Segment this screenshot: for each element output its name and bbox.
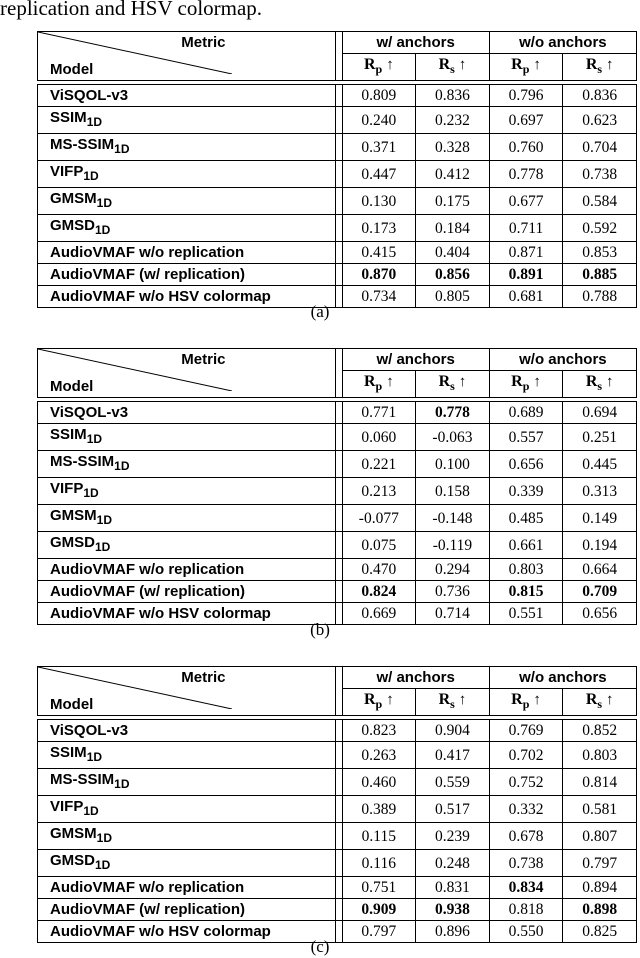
results-table-b [37, 348, 637, 625]
value-cell: -0.119 [416, 532, 490, 559]
table-row [38, 402, 637, 424]
value-cell: 0.856 [416, 264, 490, 286]
value-cell: 0.734 [342, 286, 416, 308]
value-cell: 0.328 [416, 134, 490, 161]
value-cell: 0.904 [416, 720, 490, 742]
value-cell: 0.778 [416, 402, 490, 424]
value-cell: 0.445 [563, 451, 637, 478]
table-row [38, 823, 637, 850]
header-group-with-anchors: w/ anchors [342, 32, 489, 54]
value-cell: 0.173 [342, 215, 416, 242]
value-cell: 0.294 [416, 559, 490, 581]
value-cell: 0.221 [342, 451, 416, 478]
model-name: AudioVMAF w/o HSV colormap [38, 286, 336, 308]
header-model: Model [50, 61, 94, 79]
value-cell: 0.623 [563, 107, 637, 134]
table-row [38, 107, 637, 134]
value-cell: 0.550 [489, 921, 563, 943]
value-cell: 0.100 [416, 451, 490, 478]
table-row [38, 505, 637, 532]
model-name: $GMSM_{1D}$ [38, 823, 336, 850]
model-name: AudioVMAF (w/ replication) [38, 581, 336, 603]
value-cell: 0.248 [416, 850, 490, 877]
value-cell: 0.412 [416, 161, 490, 188]
model-name: AudioVMAF w/o HSV colormap [38, 921, 336, 943]
value-cell: 0.232 [416, 107, 490, 134]
value-cell: 0.075 [342, 532, 416, 559]
header-model: Model [50, 696, 94, 714]
model-name: $SSIM_{1D}$ [38, 424, 336, 451]
table-row [38, 215, 637, 242]
table-row [38, 899, 637, 921]
value-cell: -0.077 [342, 505, 416, 532]
header-metric: Metric [181, 669, 226, 686]
value-cell: 0.818 [489, 899, 563, 921]
header-metric: Metric [181, 34, 226, 51]
value-cell: 0.263 [342, 742, 416, 769]
value-cell: 0.581 [563, 796, 637, 823]
value-cell: 0.559 [416, 769, 490, 796]
value-cell: 0.760 [489, 134, 563, 161]
value-cell: 0.116 [342, 850, 416, 877]
value-cell: 0.664 [563, 559, 637, 581]
value-cell: 0.803 [489, 559, 563, 581]
header-group-with-anchors: w/ anchors [342, 349, 489, 371]
model-name: $SSIM_{1D}$ [38, 742, 336, 769]
value-cell: 0.175 [416, 188, 490, 215]
value-cell: 0.447 [342, 161, 416, 188]
value-cell: 0.194 [563, 532, 637, 559]
table-row [38, 134, 637, 161]
value-cell: 0.836 [563, 85, 637, 107]
value-cell: 0.938 [416, 899, 490, 921]
value-cell: 0.736 [416, 581, 490, 603]
table-row [38, 242, 637, 264]
value-cell: 0.689 [489, 402, 563, 424]
table-row [38, 796, 637, 823]
table-row [38, 451, 637, 478]
value-cell: 0.313 [563, 478, 637, 505]
value-cell: 0.809 [342, 85, 416, 107]
value-cell: 0.557 [489, 424, 563, 451]
value-cell: 0.885 [563, 264, 637, 286]
model-name: AudioVMAF w/o replication [38, 242, 336, 264]
model-name: $GMSD_{1D}$ [38, 532, 336, 559]
header-metric: Metric [181, 351, 226, 368]
value-cell: 0.470 [342, 559, 416, 581]
table-row [38, 581, 637, 603]
table-row [38, 559, 637, 581]
panel-label-b: (b) [310, 620, 330, 639]
value-cell: 0.778 [489, 161, 563, 188]
value-cell: 0.824 [342, 581, 416, 603]
header-rs-without: $R_s$ ↑ [563, 371, 637, 398]
table-row [38, 424, 637, 451]
value-cell: 0.752 [489, 769, 563, 796]
value-cell: 0.677 [489, 188, 563, 215]
value-cell: 0.485 [489, 505, 563, 532]
panel-label-a: (a) [310, 302, 330, 321]
value-cell: 0.240 [342, 107, 416, 134]
model-name: ViSQOL-v3 [38, 85, 336, 107]
value-cell: 0.769 [489, 720, 563, 742]
model-name: $MS-SSIM_{1D}$ [38, 134, 336, 161]
model-name: AudioVMAF w/o replication [38, 877, 336, 899]
value-cell: 0.870 [342, 264, 416, 286]
value-cell: 0.656 [489, 451, 563, 478]
value-cell: -0.148 [416, 505, 490, 532]
value-cell: 0.184 [416, 215, 490, 242]
value-cell: 0.834 [489, 877, 563, 899]
value-cell: 0.517 [416, 796, 490, 823]
model-name: $SSIM_{1D}$ [38, 107, 336, 134]
value-cell: 0.803 [563, 742, 637, 769]
table-row [38, 769, 637, 796]
value-cell: 0.115 [342, 823, 416, 850]
header-diagonal-cell [38, 667, 336, 716]
value-cell: 0.060 [342, 424, 416, 451]
header-diagonal-cell [38, 349, 336, 398]
value-cell: 0.339 [489, 478, 563, 505]
value-cell: 0.805 [416, 286, 490, 308]
value-cell: 0.584 [563, 188, 637, 215]
model-name: $MS-SSIM_{1D}$ [38, 451, 336, 478]
value-cell: 0.709 [563, 581, 637, 603]
value-cell: 0.404 [416, 242, 490, 264]
header-rp-with: $R_p$ ↑ [342, 371, 416, 398]
header-rp-with: $R_p$ ↑ [342, 689, 416, 716]
value-cell: 0.738 [563, 161, 637, 188]
value-cell: 0.825 [563, 921, 637, 943]
value-cell: 0.823 [342, 720, 416, 742]
model-name: $GMSM_{1D}$ [38, 188, 336, 215]
table-row [38, 264, 637, 286]
value-cell: 0.656 [563, 603, 637, 625]
header-rs-with: $R_s$ ↑ [416, 54, 490, 81]
value-cell: 0.239 [416, 823, 490, 850]
header-rs-with: $R_s$ ↑ [416, 689, 490, 716]
value-cell: 0.158 [416, 478, 490, 505]
header-rs-without: $R_s$ ↑ [563, 54, 637, 81]
value-cell: 0.815 [489, 581, 563, 603]
results-table-c [37, 666, 637, 943]
value-cell: 0.852 [563, 720, 637, 742]
value-cell: 0.678 [489, 823, 563, 850]
value-cell: 0.836 [416, 85, 490, 107]
value-cell: 0.415 [342, 242, 416, 264]
header-rp-without: $R_p$ ↑ [489, 371, 563, 398]
value-cell: 0.251 [563, 424, 637, 451]
header-rp-with: $R_p$ ↑ [342, 54, 416, 81]
table-row [38, 161, 637, 188]
model-name: $VIFP_{1D}$ [38, 796, 336, 823]
value-cell: 0.592 [563, 215, 637, 242]
model-name: $GMSD_{1D}$ [38, 215, 336, 242]
table-row [38, 532, 637, 559]
value-cell: 0.371 [342, 134, 416, 161]
value-cell: 0.871 [489, 242, 563, 264]
value-cell: 0.714 [416, 603, 490, 625]
panel-label-c: (c) [310, 937, 330, 956]
top-caption: replication and HSV colormap. [0, 0, 263, 20]
value-cell: 0.898 [563, 899, 637, 921]
header-rp-without: $R_p$ ↑ [489, 54, 563, 81]
value-cell: 0.697 [489, 107, 563, 134]
value-cell: 0.831 [416, 877, 490, 899]
table-row [38, 478, 637, 505]
header-group-with-anchors: w/ anchors [342, 667, 489, 689]
model-name: $GMSM_{1D}$ [38, 505, 336, 532]
header-group-without-anchors: w/o anchors [489, 667, 636, 689]
value-cell: 0.694 [563, 402, 637, 424]
value-cell: 0.909 [342, 899, 416, 921]
header-diagonal-cell [38, 32, 336, 81]
value-cell: 0.681 [489, 286, 563, 308]
model-name: $GMSD_{1D}$ [38, 850, 336, 877]
header-rp-without: $R_p$ ↑ [489, 689, 563, 716]
value-cell: 0.213 [342, 478, 416, 505]
value-cell: 0.891 [489, 264, 563, 286]
value-cell: 0.807 [563, 823, 637, 850]
table-row [38, 720, 637, 742]
value-cell: 0.704 [563, 134, 637, 161]
value-cell: -0.063 [416, 424, 490, 451]
model-name: ViSQOL-v3 [38, 720, 336, 742]
model-name: $VIFP_{1D}$ [38, 478, 336, 505]
table-row [38, 877, 637, 899]
value-cell: 0.130 [342, 188, 416, 215]
value-cell: 0.332 [489, 796, 563, 823]
value-cell: 0.389 [342, 796, 416, 823]
model-name: AudioVMAF w/o replication [38, 559, 336, 581]
value-cell: 0.149 [563, 505, 637, 532]
value-cell: 0.460 [342, 769, 416, 796]
table-row [38, 742, 637, 769]
value-cell: 0.551 [489, 603, 563, 625]
table-row [38, 850, 637, 877]
value-cell: 0.751 [342, 877, 416, 899]
value-cell: 0.796 [489, 85, 563, 107]
table-row [38, 188, 637, 215]
value-cell: 0.702 [489, 742, 563, 769]
value-cell: 0.669 [342, 603, 416, 625]
value-cell: 0.853 [563, 242, 637, 264]
model-name: $VIFP_{1D}$ [38, 161, 336, 188]
header-rs-without: $R_s$ ↑ [563, 689, 637, 716]
model-name: $MS-SSIM_{1D}$ [38, 769, 336, 796]
model-name: AudioVMAF (w/ replication) [38, 899, 336, 921]
value-cell: 0.814 [563, 769, 637, 796]
value-cell: 0.711 [489, 215, 563, 242]
value-cell: 0.771 [342, 402, 416, 424]
value-cell: 0.797 [563, 850, 637, 877]
value-cell: 0.417 [416, 742, 490, 769]
results-table-a [37, 31, 637, 308]
model-name: AudioVMAF w/o HSV colormap [38, 603, 336, 625]
header-group-without-anchors: w/o anchors [489, 349, 636, 371]
header-rs-with: $R_s$ ↑ [416, 371, 490, 398]
value-cell: 0.661 [489, 532, 563, 559]
value-cell: 0.788 [563, 286, 637, 308]
model-name: AudioVMAF (w/ replication) [38, 264, 336, 286]
header-model: Model [50, 378, 94, 396]
model-name: ViSQOL-v3 [38, 402, 336, 424]
header-group-without-anchors: w/o anchors [489, 32, 636, 54]
value-cell: 0.894 [563, 877, 637, 899]
value-cell: 0.896 [416, 921, 490, 943]
table-row [38, 85, 637, 107]
value-cell: 0.797 [342, 921, 416, 943]
value-cell: 0.738 [489, 850, 563, 877]
